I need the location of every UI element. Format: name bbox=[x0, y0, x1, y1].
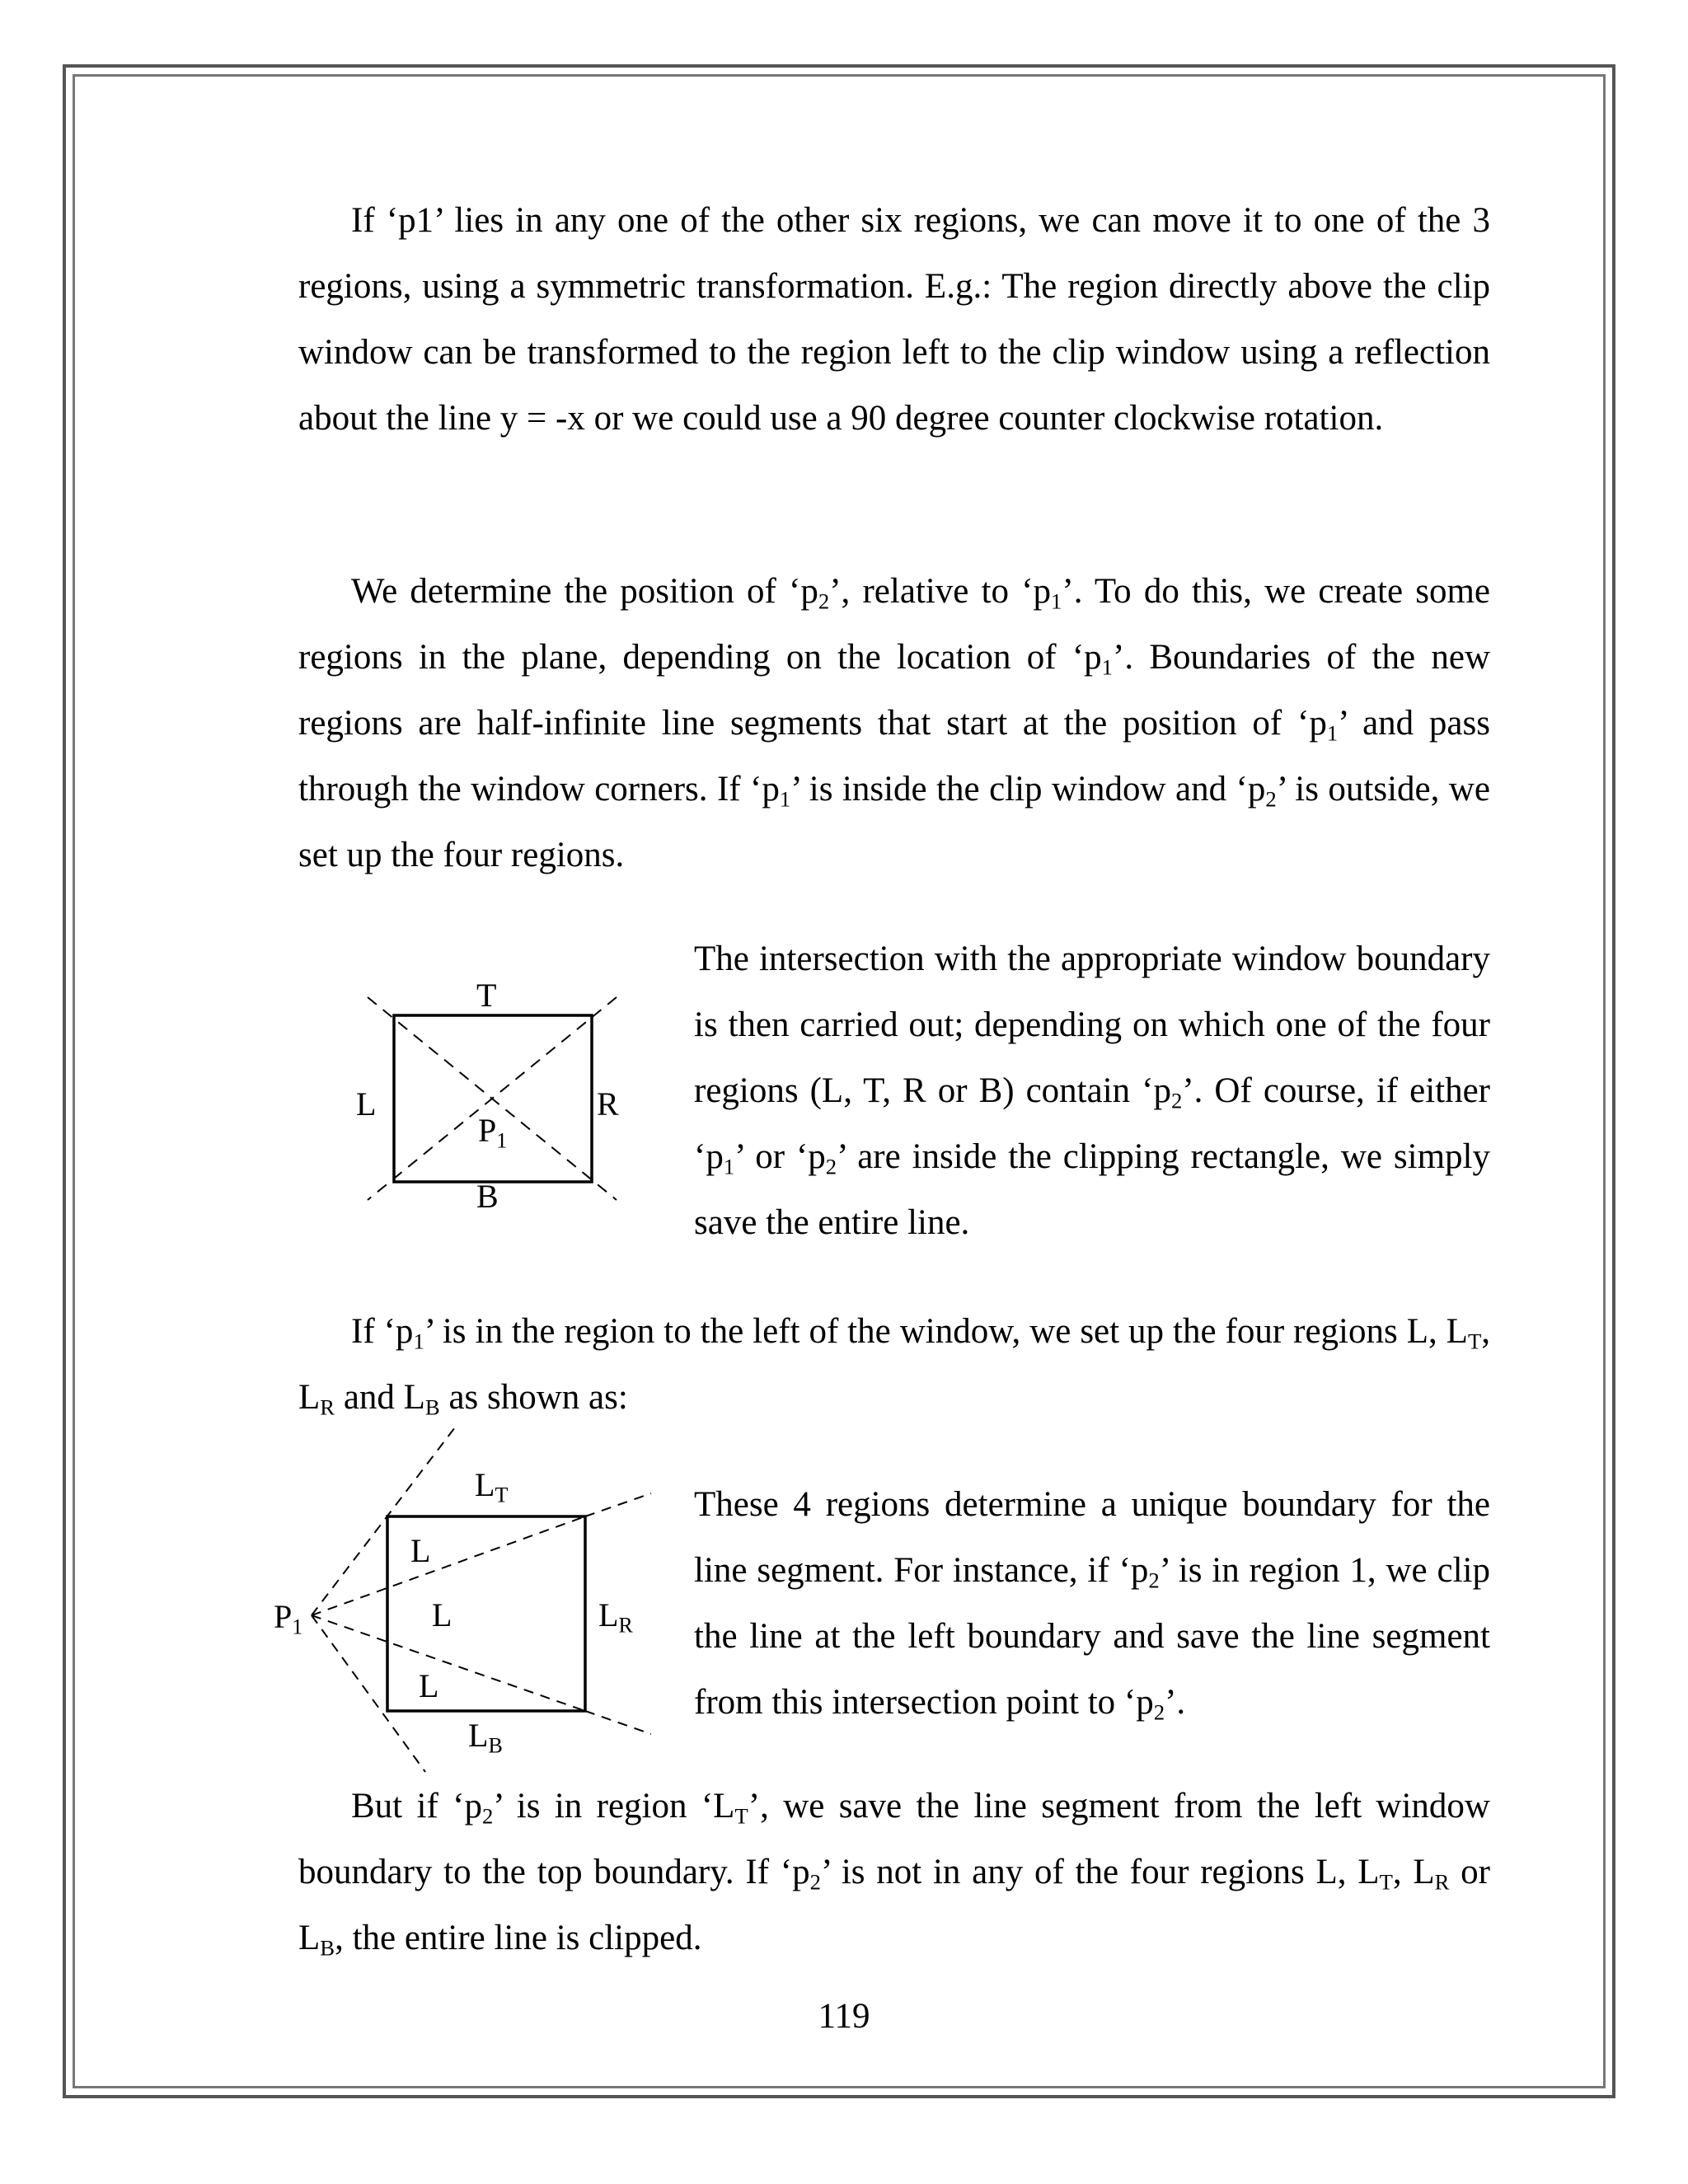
region-label-lr: $L_R$ bbox=[598, 1596, 633, 1638]
ray-through-bottom-left bbox=[312, 1615, 425, 1772]
paragraph-intersection: The intersection with the appropriate window boundary is then carried out; depending on which one of the four regions (L, T, R or B) contain ‘$p_2$’. Of course, if either ‘$p_1$’ or ‘$p_2$’ are inside the clipping rectangle, we simply save the entire line. bbox=[694, 940, 1490, 1242]
region-label-lt: $L_T$ bbox=[475, 1466, 509, 1507]
region-label-bottom: B bbox=[476, 1178, 499, 1215]
paragraph-top-region: But if ‘$p_2$’ is in region ‘$L_T$’, we save the line segment from the left window boundary to the top boundary. If ‘$p_2$’ is not in any of the four regions L, $L_T$, $L_R$ or $L_B$, the entire line is clipped. bbox=[298, 1787, 1490, 1961]
ray-top-right-extension bbox=[585, 1493, 651, 1516]
region-label-left: L bbox=[356, 1085, 377, 1122]
paragraph-left-region: If ‘$p_1$’ is in the region to the left of the window, we set up the four regions L, $L_T$, $L_R$ and $L_B$ as shown as: bbox=[298, 1312, 1490, 1420]
region-label-lb: $L_B$ bbox=[468, 1717, 503, 1758]
region-label-middle-l: L bbox=[432, 1596, 452, 1633]
ray-through-top-left bbox=[312, 1427, 455, 1615]
point-label-p1: $P_1$ bbox=[476, 1114, 509, 1147]
page-number: 119 bbox=[818, 1997, 870, 2036]
region-label-lower-l: L bbox=[419, 1667, 439, 1704]
paragraph-symmetric-transformation: If ‘p1’ lies in any one of the other six regions, we can move it to one of the 3 regions, using a symmetric transformation. E.g.: The region directly above the clip window can be transformed to the region left to the clip window using a reflection about the line y = -x or we could use a 90 degree counter clockwise rotation. bbox=[298, 201, 1490, 438]
point-label-p1: $P_1$ bbox=[274, 1598, 303, 1639]
paragraph-relative-position: We determine the position of ‘$p_2$’, relative to ‘$p_1$’. To do this, we create some regions in the plane, depending on the location of ‘$p_1$’. Boundaries of the new regions are half-infinite line segments that start at the position of ‘$p_1$’ and pass through the window corners. If ‘$p_1$’ is inside the clip window and ‘$p_2$’ is outside, we set up the four regions. bbox=[298, 572, 1490, 874]
region-label-top: T bbox=[476, 977, 497, 1014]
region-label-upper-l: L bbox=[410, 1532, 431, 1569]
paragraph-unique-boundary: These 4 regions determine a unique boundary for the line segment. For instance, if ‘$p_2$’ is in region 1, we clip the line at the left boundary and save the line segment from this intersection point to ‘$p_2$’. bbox=[694, 1485, 1491, 1725]
ray-bottom-right-extension bbox=[585, 1711, 651, 1734]
region-label-right: R bbox=[597, 1085, 619, 1122]
